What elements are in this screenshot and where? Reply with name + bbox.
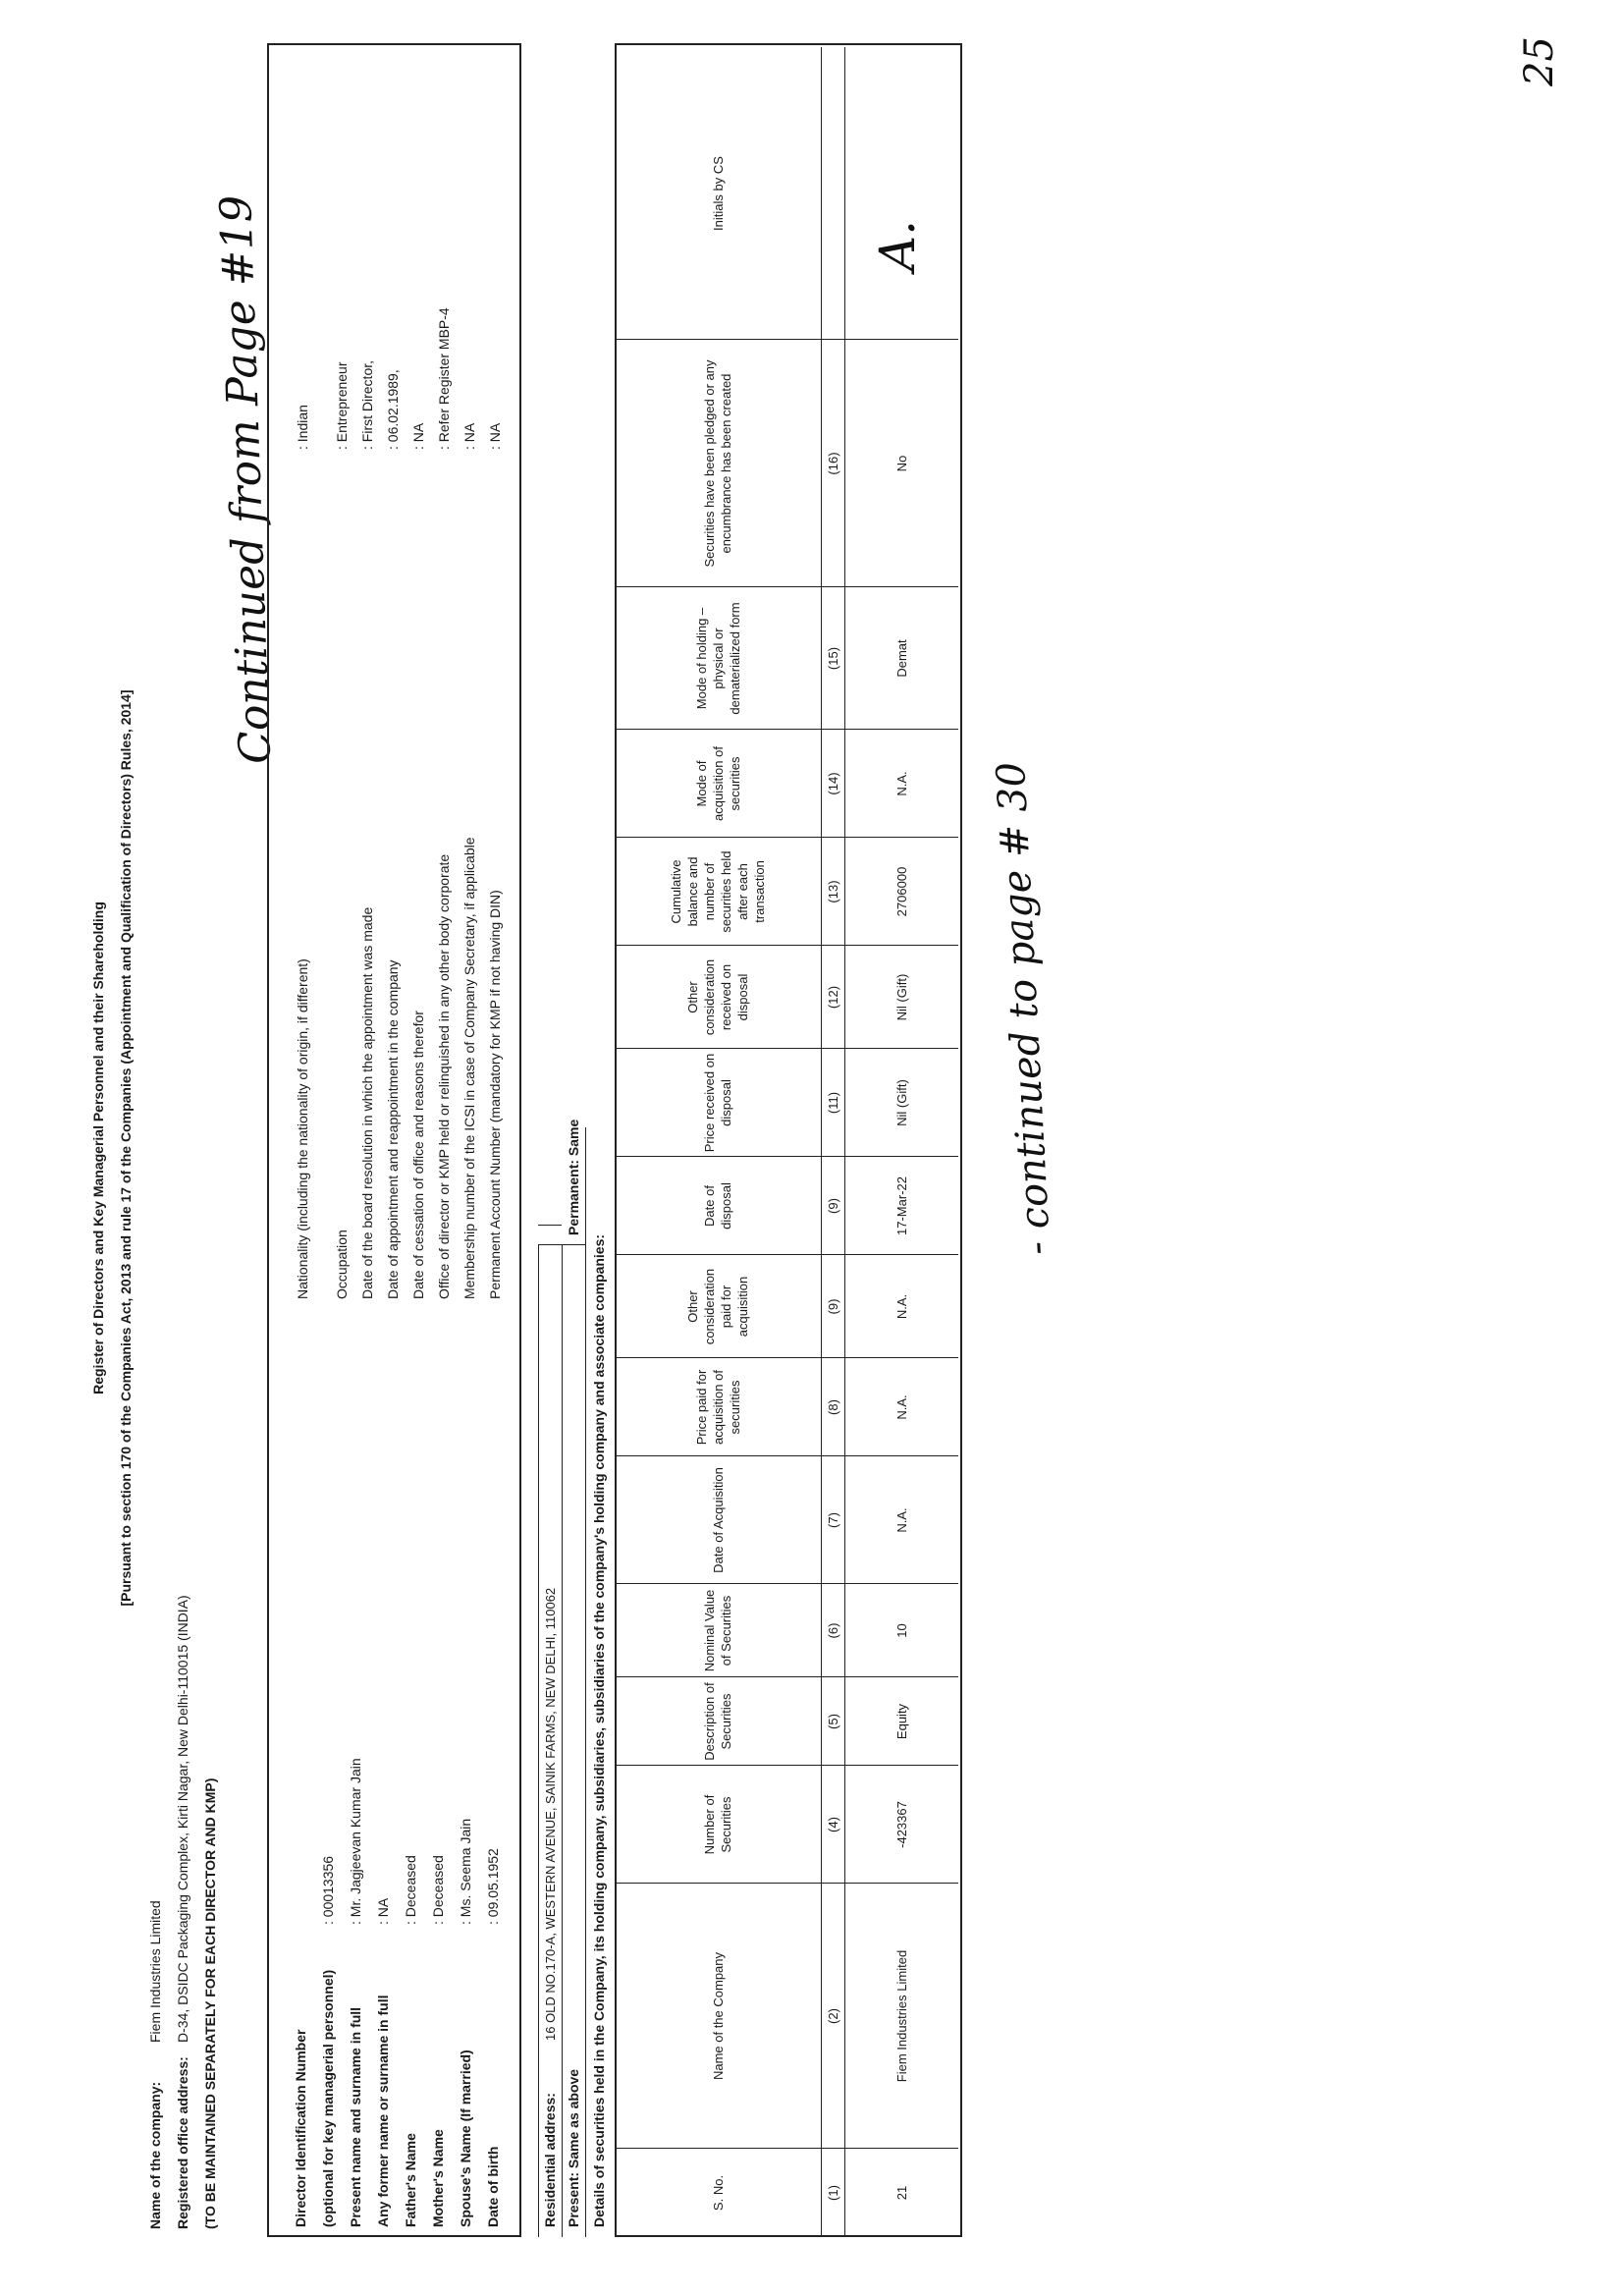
cessation-label: Date of cessation of office and reasons therefor <box>410 1011 426 1299</box>
appointment-date-label: Date of appointment and reappointment in the company <box>385 959 401 1299</box>
column-header: Cumulative balance and number of securities held after each transaction <box>669 850 767 933</box>
table-cell: Fiem Industries Limited <box>893 1949 909 2083</box>
column-header: Name of the Company <box>710 1951 726 2081</box>
table-cell: 21 <box>893 2185 909 2201</box>
table-cell <box>844 47 958 340</box>
permanent-address: Permanent: Same <box>566 1119 581 1235</box>
dob-value: : 09.05.1952 <box>485 1848 501 1925</box>
column-header: Date of disposal <box>702 1182 733 1230</box>
address-middle-rule <box>562 1245 563 2237</box>
column-number: (1) <box>825 2185 840 2201</box>
present-name-label: Present name and surname in full <box>348 2006 363 2227</box>
former-name-label: Any former name or surname in full <box>375 1995 391 2227</box>
icsi-membership-label: Membership number of the ICSI in case of Company Secretary, if applicable <box>461 837 477 1299</box>
table-cell: 2706000 <box>893 866 909 917</box>
residential-address-value: 16 OLD NO.170-A, WESTERN AVENUE, SAINIK FARMS, NEW DELHI, 110062 <box>543 1587 558 2041</box>
company-name-label: Name of the company: <box>147 2081 163 2229</box>
handwritten-continued-from: Continued from Page #19 <box>210 193 282 765</box>
column-number <box>821 47 844 340</box>
table-cell: N.A. <box>893 771 909 796</box>
present-name-value: : Mr. Jagjeevan Kumar Jain <box>348 1758 363 1925</box>
column-header: Number of Securities <box>702 1794 733 1855</box>
column-header: Description of Securities <box>702 1682 733 1761</box>
din-label: Director Identification Number <box>293 2029 308 2227</box>
column-number: (5) <box>825 1714 840 1729</box>
other-office-label: Office of director or KMP held or relinquished in any other body corporate <box>436 853 452 1299</box>
column-header: Date of Acquisition <box>710 1467 726 1573</box>
table-cell: Demat <box>893 639 909 678</box>
spouse-name-value: : Ms. Seema Jain <box>458 1818 473 1925</box>
nationality-value: : Indian <box>295 405 310 450</box>
column-header: Securities have been pledged or any encumbrance has been created <box>702 359 733 568</box>
father-name-label: Father's Name <box>403 2133 418 2227</box>
register-title: Register of Directors and Key Managerial Personnel and their Shareholding <box>90 902 106 1394</box>
column-header: Mode of acquisition of securities <box>693 746 742 821</box>
registered-address-value: D-34, DSIDC Packaging Complex, Kirti Nagar, New Delhi-110015 (INDIA) <box>175 1595 190 2043</box>
column-number: (9) <box>825 1198 840 1214</box>
mother-name-value: : Deceased <box>430 1855 446 1925</box>
address-divider <box>538 1244 585 1245</box>
cessation-value: : NA <box>410 422 426 450</box>
securities-section-title: Details of securities held in the Company, its holding company, subsidiaries, subsidiaries of the company's holding company and associate companies: <box>591 1233 607 2227</box>
column-number: (4) <box>825 1817 840 1832</box>
column-number: (12) <box>825 985 840 1010</box>
register-subtitle: [Pursuant to section 170 of the Companies Act, 2013 and rule 17 of the Companies (Appointment and Qualification of Directors) Rules, 2014] <box>118 689 134 1607</box>
icsi-membership-value: : NA <box>461 422 477 450</box>
residential-address-label: Residential address: <box>542 2093 558 2227</box>
table-cell: -423367 <box>893 1801 909 1848</box>
nationality-label: Nationality (including the nationality of origin, if different) <box>295 958 310 1299</box>
column-number: (9) <box>825 1298 840 1315</box>
column-number: (7) <box>825 1512 840 1528</box>
column-number: (6) <box>825 1622 840 1639</box>
table-cell: No <box>893 455 909 472</box>
appointment-date-value: : 06.02.1989, <box>385 369 401 450</box>
column-header: Other consideration paid for acquisition <box>685 1268 750 1345</box>
other-office-value: : Refer Register MBP-4 <box>436 307 452 450</box>
occupation-value: : Entrepreneur <box>334 361 350 450</box>
column-number: (11) <box>825 1091 840 1115</box>
board-resolution-value: : First Director, <box>359 359 375 450</box>
table-cell: N.A. <box>893 1293 909 1320</box>
column-number: (13) <box>825 880 840 903</box>
mother-name-label: Mother's Name <box>430 2129 446 2227</box>
page-number: 25 <box>1517 36 1562 86</box>
company-name-value: Fiem Industries Limited <box>147 1900 163 2043</box>
column-header: Mode of holding – physical or dematerialized form <box>693 602 742 715</box>
cs-initials-signature: A. <box>869 219 926 271</box>
column-header: Price received on disposal <box>702 1053 733 1153</box>
table-cell: 10 <box>893 1623 909 1638</box>
table-cell: Nil (Gift) <box>893 973 909 1021</box>
table-cell: N.A. <box>893 1394 909 1420</box>
column-header: Initials by CS <box>710 156 726 231</box>
column-header: Other consideration received on disposal <box>685 958 750 1036</box>
table-cell: Equity <box>893 1703 909 1740</box>
address-top-rule <box>538 1245 539 2237</box>
table-cell: 17-Mar-22 <box>893 1176 909 1235</box>
pan-label: Permanent Account Number (mandatory for KMP if not having DIN) <box>487 890 503 1299</box>
present-address: Present: Same as above <box>566 2068 581 2227</box>
column-number: (15) <box>825 646 840 671</box>
dob-label: Date of birth <box>485 2146 501 2227</box>
din-optional-label: (optional for key managerial personnel) <box>320 1969 336 2227</box>
table-cell: N.A. <box>893 1507 909 1533</box>
occupation-label: Occupation <box>334 1230 350 1299</box>
din-value: : 00013356 <box>320 1855 336 1925</box>
column-header: Price paid for acquisition of securities <box>693 1369 742 1446</box>
handwritten-continued-to: - continued to page # 30 <box>988 760 1060 1256</box>
column-number: (2) <box>825 2008 840 2024</box>
table-cell: Nil (Gift) <box>893 1079 909 1126</box>
board-resolution-label: Date of the board resolution in which the appointment was made <box>359 906 375 1299</box>
column-header: Nominal Value of Securities <box>702 1589 733 1672</box>
address-bottom-rule <box>585 1127 586 2237</box>
column-number: (16) <box>825 452 840 475</box>
father-name-value: : Deceased <box>403 1855 418 1925</box>
spouse-name-label: Spouse's Name (If married) <box>458 2050 473 2227</box>
column-header: S. No. <box>710 2174 726 2212</box>
former-name-value: : NA <box>375 1897 391 1925</box>
pan-value: : NA <box>487 422 503 450</box>
registered-address-label: Registered office address: <box>175 2056 190 2229</box>
column-number: (14) <box>825 772 840 795</box>
column-number: (8) <box>825 1399 840 1415</box>
maintenance-note: (TO BE MAINTAINED SEPARATELY FOR EACH DIRECTOR AND KMP) <box>202 1777 218 2229</box>
